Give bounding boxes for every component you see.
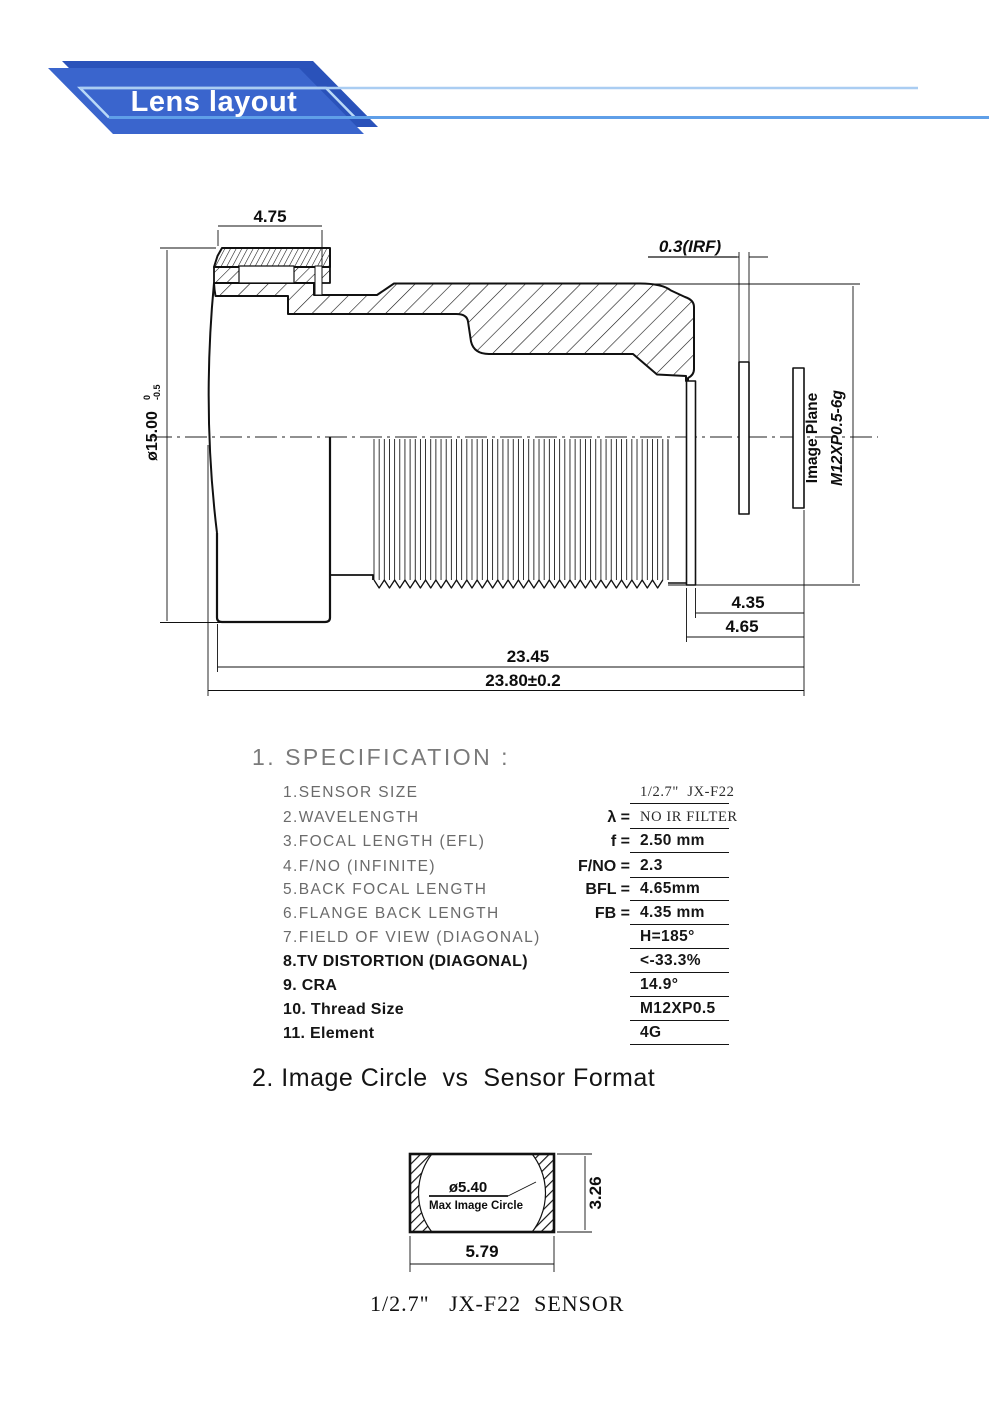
header-banner [48,61,989,134]
dim-outer-diameter-tol-upper: 0 [142,394,152,400]
spec-sv: NO IR FILTER [640,809,738,825]
spec-sl: 5.BACK FOCAL LENGTH [283,881,488,898]
rear-wall [687,381,696,585]
image-plane-label: Image Plane [804,392,821,484]
dim-back-focal: 4.65 [725,617,759,636]
spec-underline [630,803,729,804]
dim-ir-filter: 0.3(IRF) [658,237,722,256]
spec-row [283,926,763,949]
spec-sl: 6.FLANGE BACK LENGTH [283,905,500,922]
spec-row [283,950,763,973]
spec-sl: 1.SENSOR SIZE [283,784,419,801]
spec-sp: BFL = [585,881,630,898]
spec-underline [630,924,729,925]
dim-total-length: 23.80±0.2 [485,671,561,690]
front-lens-dome [209,283,217,533]
spec-row [283,902,763,925]
spec-sp: λ = [607,809,630,826]
lens-body-section [214,283,694,381]
circle-diameter-label: ø5.40 [448,1179,488,1196]
ir-filter-bar [739,362,749,514]
spec-sl: 8.TV DISTORTION (DIAGONAL) [283,953,528,970]
spec-sv: M12XP0.5 [640,1000,716,1017]
spec-sv: 4.35 mm [640,904,705,921]
sensor-height-dim: 3.26 [586,1176,605,1210]
spec-underline [630,948,729,949]
spec-sv: <-33.3% [640,952,701,969]
spec-row [283,806,763,829]
spec-underline [630,1020,729,1021]
spec-sv: 2.50 mm [640,832,705,849]
spec-row [283,998,763,1021]
circle-name-label: Max Image Circle [429,1200,523,1212]
spec-row [283,830,763,853]
spec-title: 1. SPECIFICATION : [252,744,510,770]
front-cap-section [214,248,330,267]
spec-sp: f = [610,833,630,850]
spec-sl: 9. CRA [283,977,338,994]
spec-sl: 11. Element [283,1025,375,1042]
image-circle-title: 2. Image Circle vs Sensor Format [252,1064,656,1092]
front-barrel-outline [217,437,330,622]
spec-underline [630,900,729,901]
sensor-width-dim: 5.79 [465,1242,499,1261]
dim-outer-diameter-tol-lower: -0.5 [152,384,162,400]
thread-spec-label: M12XP0.5-6g [829,390,846,486]
spec-underline [630,1044,729,1045]
dim-body-length: 23.45 [506,647,550,666]
spec-sl: 2.WAVELENGTH [283,809,420,826]
spec-sv: 14.9° [640,976,679,993]
spec-sp: FB = [594,905,630,922]
sensor-diagram [410,1130,605,1273]
barrel-neck [330,575,373,580]
spec-sl: 4.F/NO (INFINITE) [283,858,436,875]
thread-lines [374,439,668,580]
spec-sl: 7.FIELD OF VIEW (DIAGONAL) [283,929,541,946]
spec-sv: H=185° [640,928,695,945]
spec-row [283,878,763,901]
spec-row [283,974,763,997]
dim-flange-back: 4.35 [731,593,765,612]
spec-sl: 3.FOCAL LENGTH (EFL) [283,833,486,850]
cap-notch [239,266,294,283]
image-plane-bar [793,368,804,508]
spec-sv: 2.3 [640,857,663,874]
spec-underline [630,972,729,973]
thread-teeth [374,580,663,588]
spec-row [283,1022,763,1045]
cap-body-gap [315,266,322,295]
spec-underline [630,828,729,829]
lens-drawing [142,207,878,696]
spec-sv: 4.65mm [640,880,701,897]
spec-row [283,781,763,804]
spec-sv: 1/2.7" JX-F22 [640,784,735,800]
dim-outer-diameter: ø15.00 [144,411,161,461]
sensor-caption: 1/2.7" JX-F22 SENSOR [370,1291,625,1316]
spec-underline [630,852,729,853]
page-title: Lens layout [130,86,298,118]
spec-row [283,855,763,878]
spec-sp: F/NO = [577,858,630,875]
spec-sl: 10. Thread Size [283,1001,404,1018]
dim-front-cap-width: 4.75 [253,207,287,226]
spec-underline [630,996,729,997]
spec-sv: 4G [640,1024,662,1041]
